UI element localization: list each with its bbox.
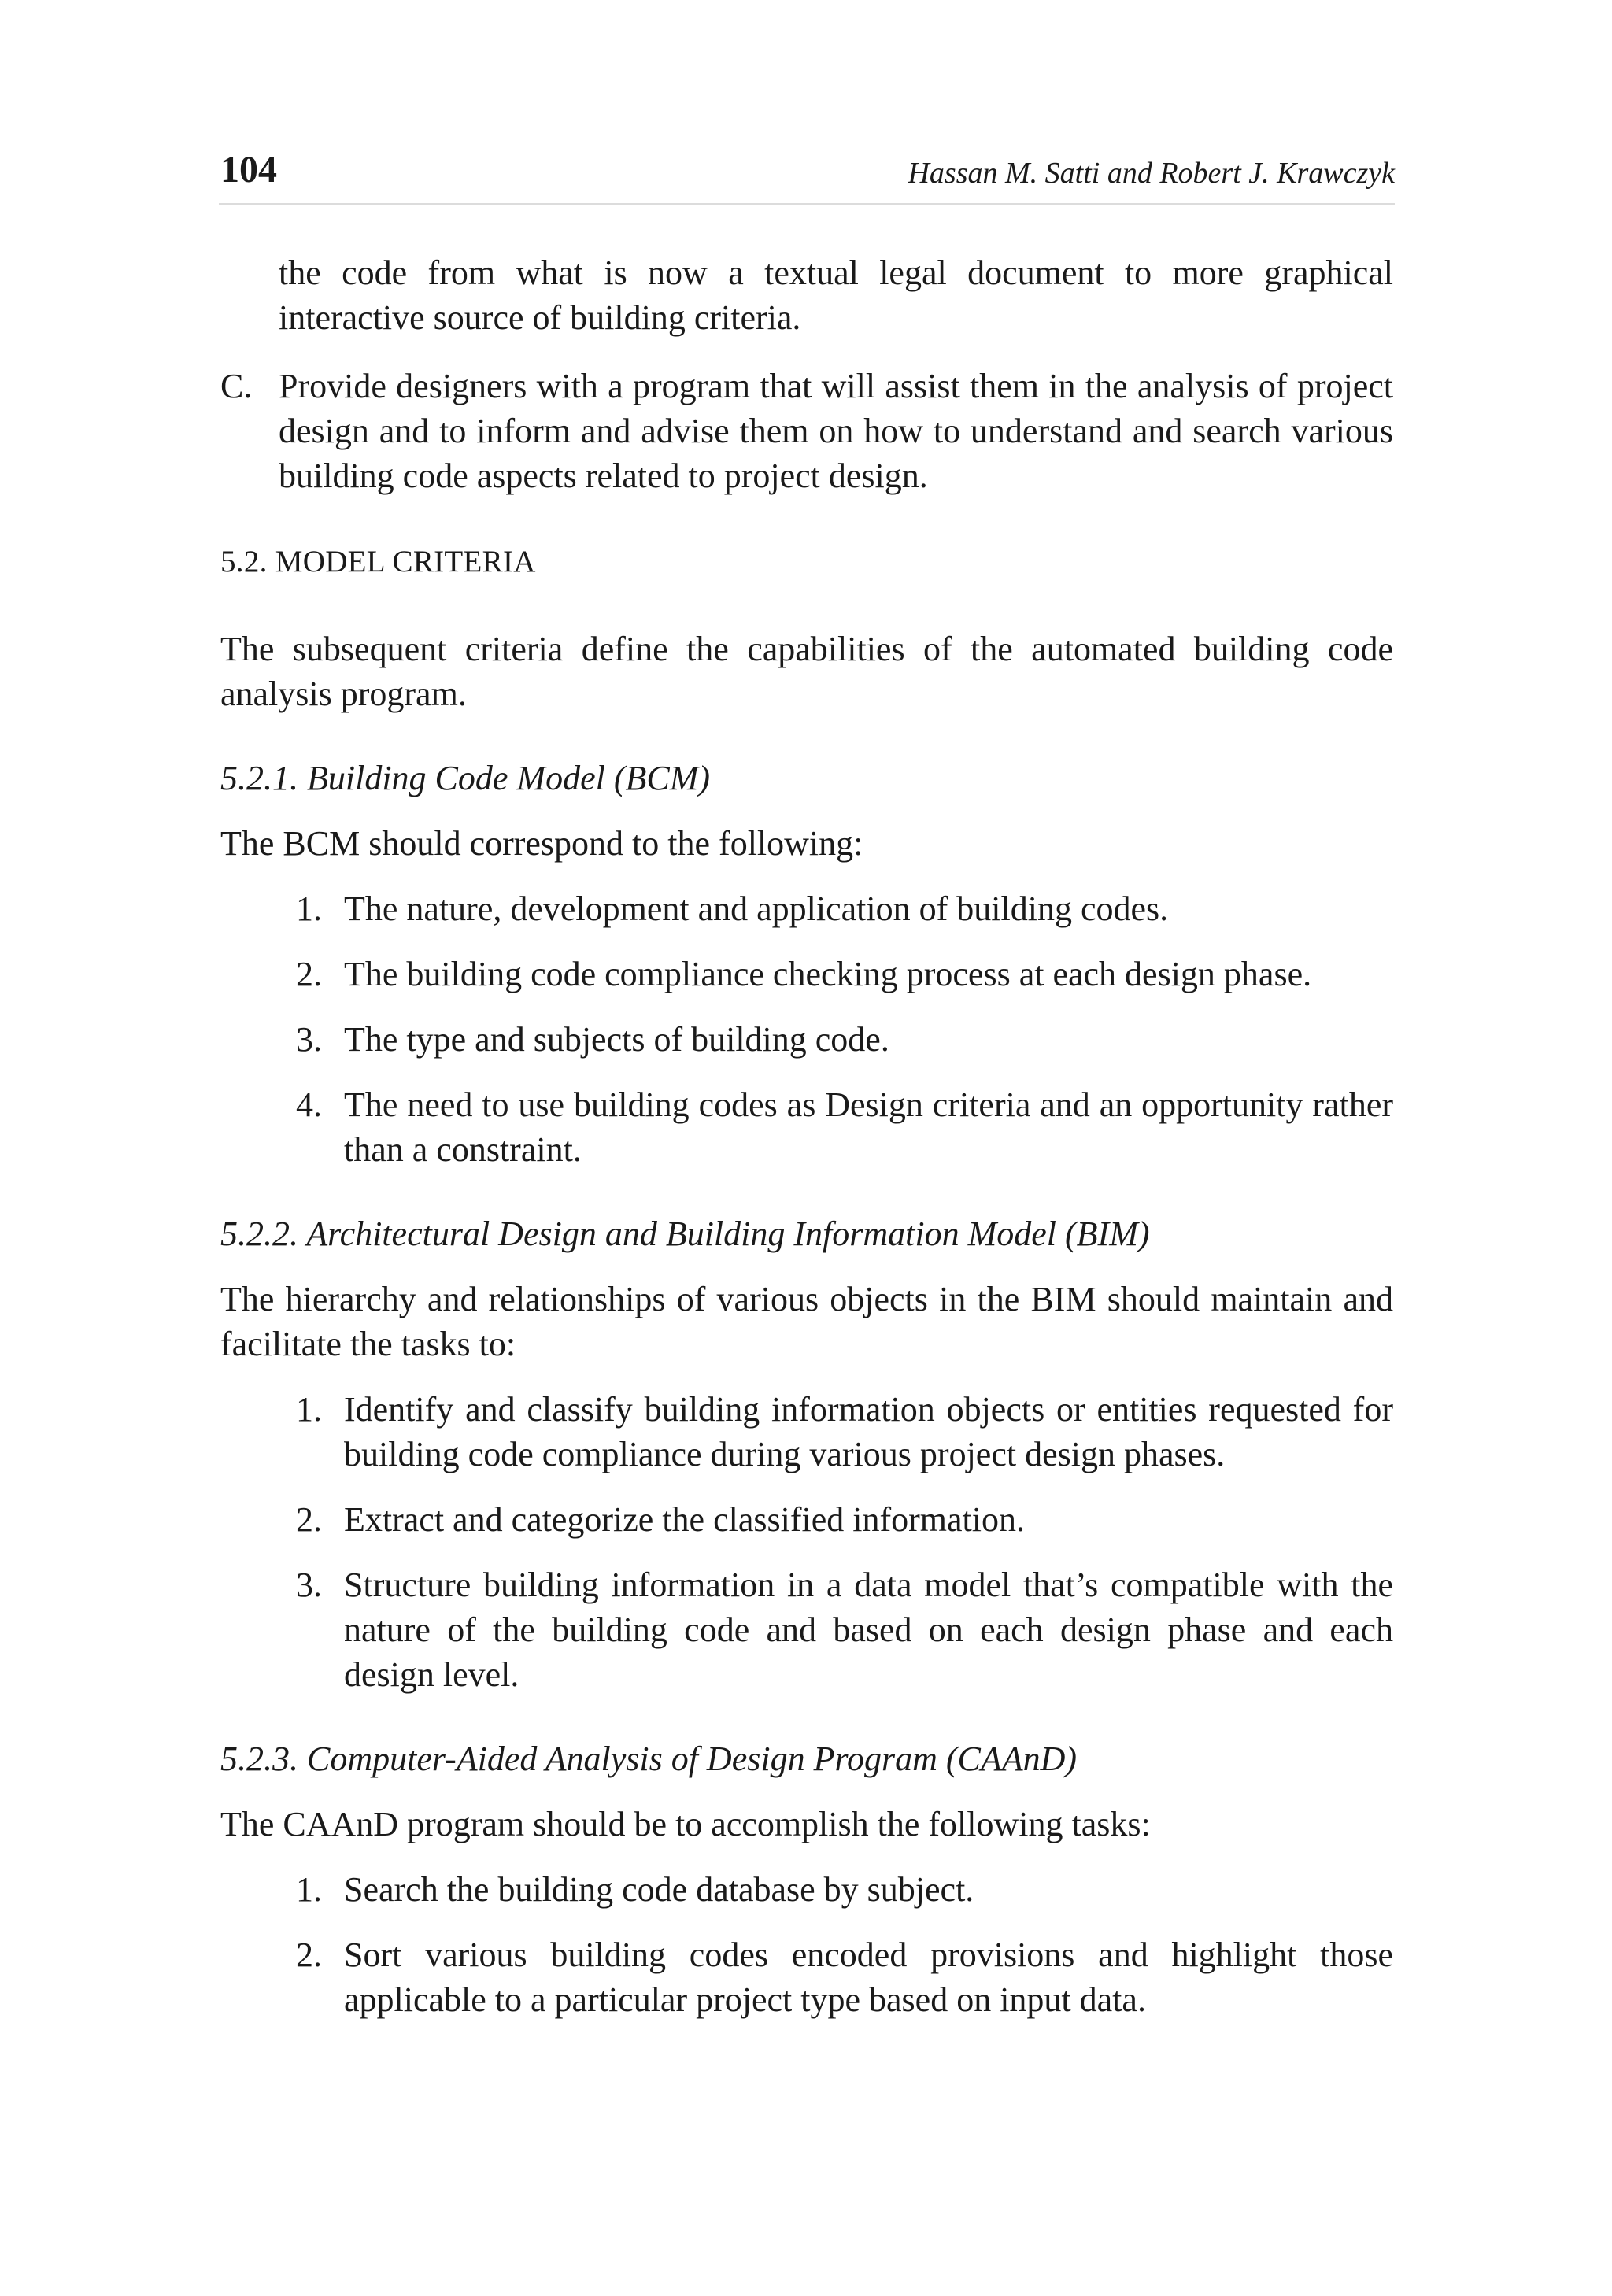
running-head-authors: Hassan M. Satti and Robert J. Krawczyk (908, 157, 1395, 190)
list-item (220, 886, 1393, 931)
list-item (220, 1932, 1393, 2022)
list-text: The need to use building codes as Design criteria and an opportunity rather than a constraint. (344, 1085, 1393, 1169)
list-text: The building code compliance checking process at each design phase. (344, 955, 1312, 993)
list-text: Structure building information in a data model that’s compatible with the nature of the building code and based on each design phase and each design level. (344, 1566, 1393, 1694)
list-number: 4. (296, 1085, 322, 1124)
list-item (220, 1562, 1393, 1697)
item-text: Provide designers with a program that will assist them in the analysis of project design and to inform and advise them on how to understand and search various building code aspects related to project design. (279, 367, 1393, 495)
list-number: 2. (296, 1936, 322, 1974)
list-item (220, 952, 1393, 996)
subsection-intro: The BCM should correspond to the following: (220, 824, 863, 863)
list-item (220, 1497, 1393, 1542)
list-number: 2. (296, 955, 322, 993)
page-body (220, 250, 1393, 2022)
numbered-list-caand (220, 1867, 1393, 2022)
list-item (220, 1387, 1393, 1477)
continued-paragraph: the code from what is now a textual legal document to more graphical interactive source of building criteria. (279, 253, 1393, 337)
list-number: 1. (296, 889, 322, 928)
list-number: 2. (296, 1500, 322, 1539)
page-header (219, 146, 1395, 205)
subsection-intro: The hierarchy and relationships of various objects in the BIM should maintain and facilitate the tasks to: (220, 1280, 1393, 1363)
lettered-item-c (220, 364, 1393, 498)
subsection-heading-5-2-3: 5.2.3. Computer-Aided Analysis of Design Program (CAAnD) (220, 1740, 1078, 1778)
list-text: Search the building code database by subject. (344, 1870, 974, 1909)
numbered-list-bcm (220, 886, 1393, 1172)
list-item (220, 1082, 1393, 1172)
item-letter: C. (220, 367, 253, 405)
list-text: Extract and categorize the classified information. (344, 1500, 1025, 1539)
section-paragraph: The subsequent criteria define the capabilities of the automated building code analysis program. (220, 630, 1393, 713)
numbered-list-bim (220, 1387, 1393, 1697)
list-text: Sort various building codes encoded provisions and highlight those applicable to a particular project type based on input data. (344, 1936, 1393, 2019)
list-text: The type and subjects of building code. (344, 1020, 889, 1059)
list-text: Identify and classify building information objects or entities requested for building code compliance during various project design phases. (344, 1390, 1393, 1473)
subsection-heading-5-2-1: 5.2.1. Building Code Model (BCM) (220, 759, 711, 797)
list-text: The nature, development and application of building codes. (344, 889, 1169, 928)
list-number: 1. (296, 1870, 322, 1909)
list-number: 3. (296, 1566, 322, 1604)
list-number: 1. (296, 1390, 322, 1429)
list-item (220, 1017, 1393, 1062)
section-heading-5-2: 5.2. MODEL CRITERIA (220, 545, 536, 579)
list-number: 3. (296, 1020, 322, 1059)
page-number: 104 (220, 149, 277, 190)
subsection-intro: The CAAnD program should be to accomplish the following tasks: (220, 1805, 1151, 1843)
subsection-heading-5-2-2: 5.2.2. Architectural Design and Building Information Model (BIM) (220, 1215, 1150, 1253)
list-item (220, 1867, 1393, 1912)
